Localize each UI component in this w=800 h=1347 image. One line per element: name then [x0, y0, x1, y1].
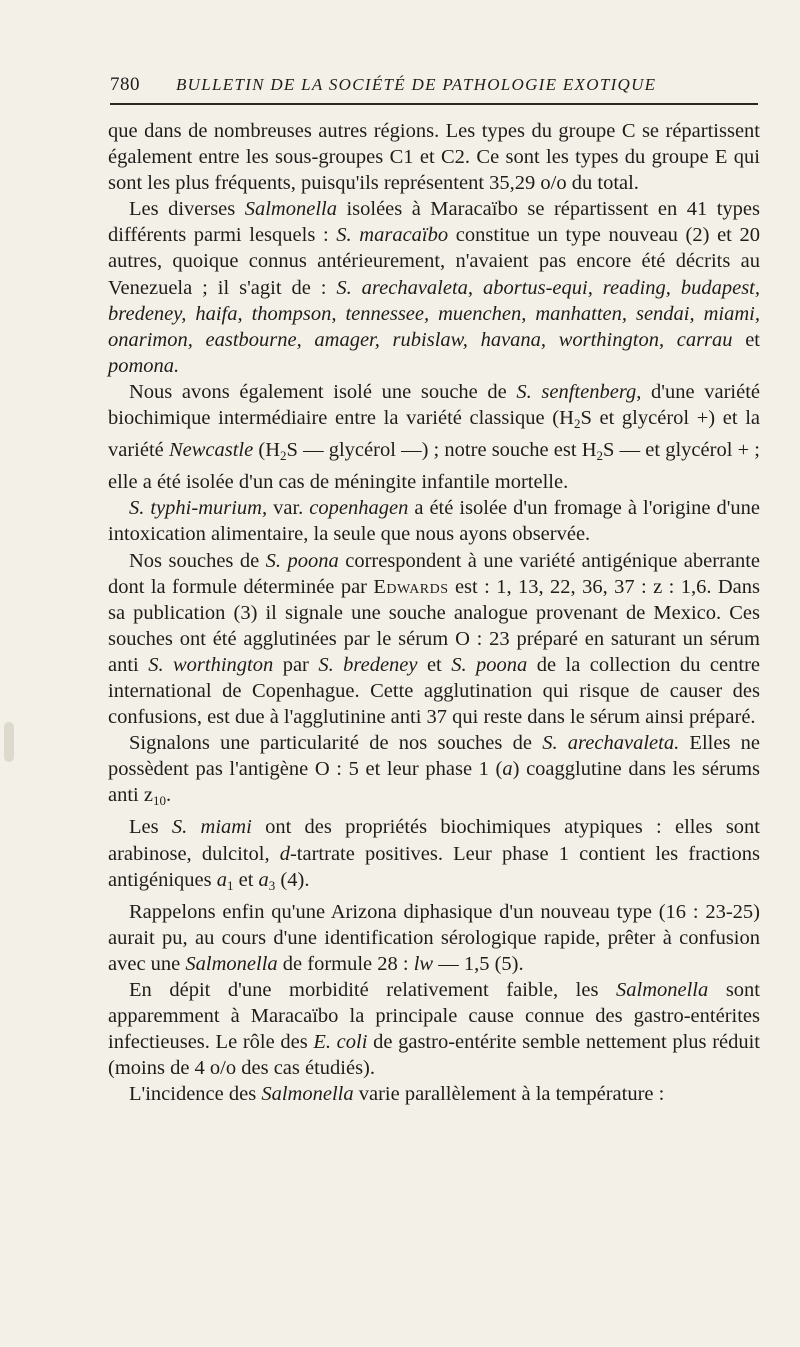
- text-run: de formule 28 :: [277, 952, 414, 975]
- text-run: et: [233, 868, 259, 891]
- text-run: que dans de nombreuses autres régions. Les types du groupe C se répartissent également entre les sous-groupes C1 et C2. Ce sont les types du groupe E qui sont les plus fréquents, puisqu'ils représentent 35,29 o/o du total.: [108, 120, 760, 195]
- italic-run: S. arechavaleta.: [542, 732, 680, 755]
- text-run: L'incidence des: [129, 1083, 262, 1106]
- italic-run: S. senftenberg: [516, 380, 637, 403]
- italic-run: E. coli: [313, 1031, 368, 1054]
- italic-run: pomona.: [108, 354, 180, 377]
- text-run: varie parallèlement à la température :: [353, 1083, 665, 1106]
- text-run: Les: [129, 816, 172, 839]
- paragraph-p2: [108, 196, 760, 379]
- paragraph-p1: [108, 118, 760, 196]
- italic-run: d: [279, 842, 290, 865]
- text-run: Nos souches de: [129, 549, 266, 572]
- text-run: , d'une variété biochimique intermédiaire entre la variété classique (H: [108, 380, 761, 430]
- article-body: [108, 118, 760, 1107]
- paragraph-p4: [108, 495, 760, 547]
- italic-run: copenhagen: [309, 497, 409, 520]
- text-run: Les diverses: [129, 198, 245, 221]
- header-rule: [110, 103, 758, 105]
- italic-run: a: [216, 868, 227, 891]
- small-caps-run: Edwards: [373, 575, 449, 598]
- subscript: 2: [573, 416, 581, 432]
- italic-run: Salmonella: [261, 1083, 354, 1106]
- text-run: de la collection du centre international de Copenhague. Cette agglutination qui risque de causer des confusions, est due à l'agglutinine anti 37 qui reste dans le sérum ainsi préparé.: [108, 653, 761, 729]
- italic-run: Salmonella: [244, 198, 337, 221]
- text-run: et: [417, 653, 452, 676]
- text-run: var.: [267, 497, 310, 520]
- subscript: 2: [596, 448, 604, 464]
- text-run: sont apparemment à Maracaïbo la principale cause connue des gastro-entérites infectieuses. Le rôle des: [108, 979, 760, 1054]
- subscript: 2: [280, 448, 287, 464]
- text-run: ) coagglutine dans les sérums anti z: [108, 758, 761, 807]
- text-run: ont des propriétés biochimiques atypiques : elles sont arabinose, dulcitol,: [108, 816, 760, 865]
- subscript: 1: [227, 877, 234, 893]
- subscript: 10: [152, 793, 166, 809]
- text-run: isolées à Maracaïbo se répartissent en 41 types différents parmi lesquels :: [108, 198, 761, 247]
- text-run: -tartrate positives. Leur phase 1 contient les fractions antigéniques: [108, 842, 760, 891]
- paper-stain: [4, 722, 14, 762]
- italic-run: S. typhi-murium,: [129, 497, 268, 520]
- paragraph-p5: [108, 548, 760, 731]
- italic-run: Salmonella: [616, 979, 709, 1001]
- text-run: S — glycérol —) ; notre souche est H: [286, 439, 597, 462]
- text-run: et: [732, 328, 761, 351]
- italic-run: lw: [413, 952, 434, 975]
- text-run: (4).: [275, 868, 310, 891]
- text-run: (H: [253, 439, 280, 462]
- text-run: constitue un type nouveau (2) et 20 autres, quoique connus antérieurement, n'avaient pas encore été décrits au Venezuela ; il s'agit de :: [108, 224, 761, 299]
- italic-run: a: [258, 868, 269, 891]
- text-run: par: [273, 653, 319, 676]
- text-run: correspondent à une variété antigénique aberrante dont la formule déterminée par: [108, 549, 760, 598]
- text-run: de gastro-entérite semble nettement plus réduit (moins de 4 o/o des cas étudiés).: [108, 1031, 761, 1080]
- text-run: Elles ne possèdent pas l'antigène O : 5 et leur phase 1 (: [108, 732, 761, 781]
- italic-run: S. miami: [171, 816, 252, 839]
- paragraph-p10: [108, 1081, 760, 1107]
- text-run: Rappelons enfin qu'une Arizona diphasique d'un nouveau type (16 : 23-25) aurait pu, au cours d'une identification sérologique rapide, prêter à confusion avec une: [108, 900, 760, 975]
- italic-run: S. poona: [265, 549, 339, 572]
- text-run: .: [165, 784, 172, 807]
- text-run: S et glycérol +) et la variété: [108, 407, 760, 462]
- italic-run: a: [502, 758, 513, 781]
- running-title: BULLETIN DE LA SOCIÉTÉ DE PATHOLOGIE EXOTIQUE: [176, 75, 657, 94]
- paragraph-p7: [108, 814, 760, 898]
- italic-run: S. poona: [451, 653, 528, 676]
- text-run: En dépit d'une morbidité relativement faible, les: [129, 979, 616, 1001]
- italic-run: S. maracaïbo: [336, 224, 449, 247]
- text-run: Signalons une particularité de nos souches de: [129, 732, 543, 755]
- italic-run: Salmonella: [185, 952, 278, 975]
- text-run: a été isolée d'un fromage à l'origine d'une intoxication alimentaire, la seule que nous ayons observée.: [108, 497, 761, 546]
- paragraph-p6: [108, 730, 760, 814]
- text-run: Nous avons également isolé une souche de: [129, 380, 517, 403]
- text-run: est : 1, 13, 22, 36, 37 : z : 1,6. Dans sa publication (3) il signale une souche analogue provenant de Mexico. Ces souches ont été agglutinées par le sérum O : 23 préparé en saturant un sérum anti: [108, 575, 760, 676]
- italic-run: S. bredeney: [318, 653, 418, 676]
- italic-run: S. arechavaleta, abortus-equi, reading, budapest, bredeney, haifa, thompson, tennessee, muenchen, manhatten, sendai, miami, onarimon, eastbourne, amager, rubislaw, havana, worthington, carrau: [108, 276, 760, 351]
- page-header: [110, 70, 760, 110]
- page-number: 780: [110, 74, 140, 95]
- text-run: S — et glycérol + ; elle a été isolée d'un cas de méningite infantile mortelle.: [108, 439, 760, 494]
- subscript: 3: [268, 877, 276, 893]
- paragraph-p8: [108, 899, 760, 977]
- italic-run: Newcastle: [168, 439, 254, 462]
- paragraph-p3: [108, 379, 760, 495]
- italic-run: S. worthington: [148, 653, 274, 676]
- paragraph-p9: [108, 977, 760, 1081]
- text-run: — 1,5 (5).: [433, 952, 524, 975]
